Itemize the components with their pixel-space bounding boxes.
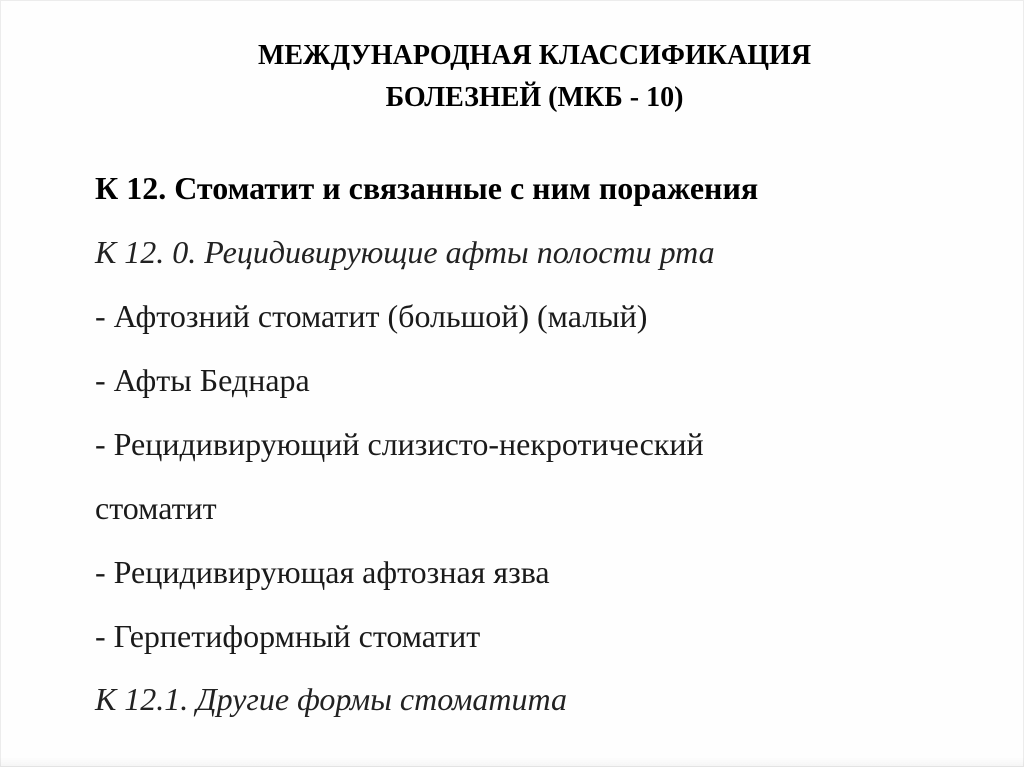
subheading-k12-0: К 12. 0. Рецидивирующие афты полости рта — [95, 234, 715, 270]
list-item: - Рецидивирующая афтозная язва — [95, 554, 550, 590]
title-line-1: МЕЖДУНАРОДНАЯ КЛАССИФИКАЦИЯ — [257, 40, 812, 71]
title-line-2: БОЛЕЗНЕЙ (МКБ - 10) — [385, 82, 684, 113]
section-heading: К 12. Стоматит и связанные с ним поражения — [95, 170, 759, 206]
list-item: - Афтозний стоматит (большой) (малый) — [95, 298, 648, 334]
list-item: - Афты Беднара — [95, 362, 310, 398]
slide-edge-shadow — [0, 757, 1024, 767]
subheading-k12-1: К 12.1. Другие формы стоматита — [95, 681, 567, 717]
list-item: - Рецидивирующий слизисто-некротический — [95, 426, 704, 462]
list-item-continuation: стоматит — [95, 490, 217, 526]
slide-title — [0, 35, 1024, 119]
list-item: - Герпетиформный стоматит — [95, 618, 481, 654]
